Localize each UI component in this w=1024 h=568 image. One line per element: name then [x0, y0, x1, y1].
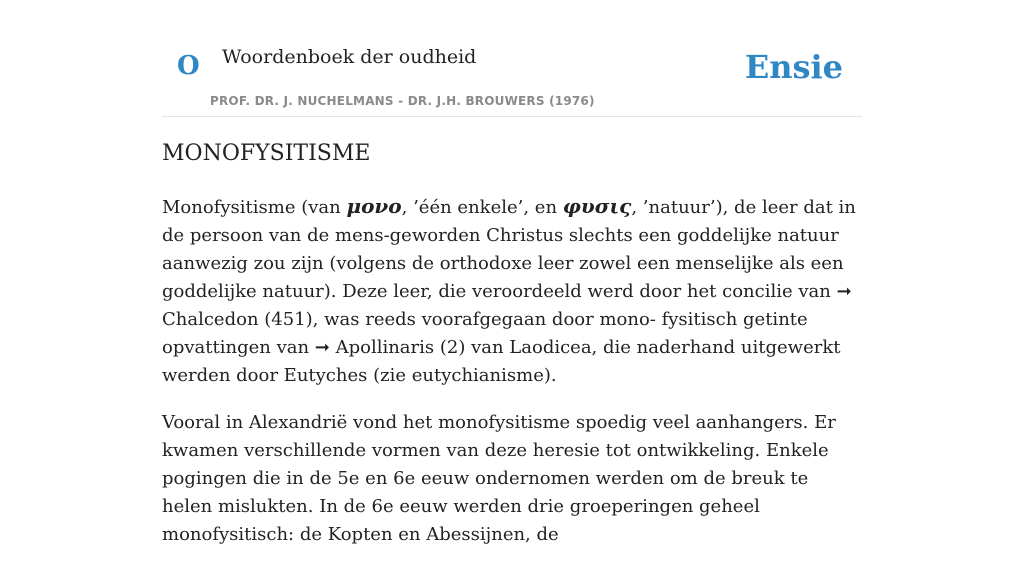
entry-paragraph-1 — [162, 192, 862, 390]
book-title[interactable]: Woordenboek der oudheid — [222, 46, 477, 68]
link-chalcedon[interactable]: ➞ Chalcedon — [162, 281, 852, 330]
entry-title: MONOFYSITISME — [162, 141, 371, 166]
p1-text-2: , ’één enkele’, en — [401, 197, 563, 218]
p1-text-3: , ’natuur’), de leer dat in de persoon van de mens-geworden Christus slechts een goddelijke natuur aanwezig zou zijn (volgens de orthodoxe leer zowel een menselijke als een goddelijke natuur). Deze leer, die veroordeeld werd door het concilie van — [162, 197, 856, 302]
greek-term-mono: μονο — [346, 194, 402, 218]
entry-paragraph-2: Vooral in Alexandrië vond het monofysitisme spoedig veel aanhangers. Er kwamen verschillende vormen van deze heresie tot ontwikkeling. Enkele pogingen die in de 5e en 6e eeuw ondernomen werden om de breuk te helen mislukten. In de 6e eeuw werden drie groeperingen geheel monofysitisch: de Kopten en Abessijnen, de — [162, 412, 836, 545]
p1-text-1: Monofysitisme (van — [162, 197, 347, 218]
ensie-logo-link[interactable]: Ensie — [744, 48, 843, 86]
page — [162, 0, 862, 545]
link-apollinaris[interactable]: ➞ Apollinaris — [314, 337, 435, 358]
site-header — [162, 0, 862, 117]
p1-text-4: (451), was reeds voorafgegaan door mono- fysitisch getinte opvattingen van — [162, 309, 808, 358]
index-letter[interactable]: O — [177, 51, 200, 81]
book-authors: PROF. DR. J. NUCHELMANS - DR. J.H. BROUWERS (1976) — [210, 94, 595, 108]
greek-term-fusis: φυσις — [562, 194, 632, 218]
p1-text-5: (2) van Laodicea, die naderhand uitgewerkt werden door Eutyches (zie eutychianisme). — [162, 337, 841, 386]
